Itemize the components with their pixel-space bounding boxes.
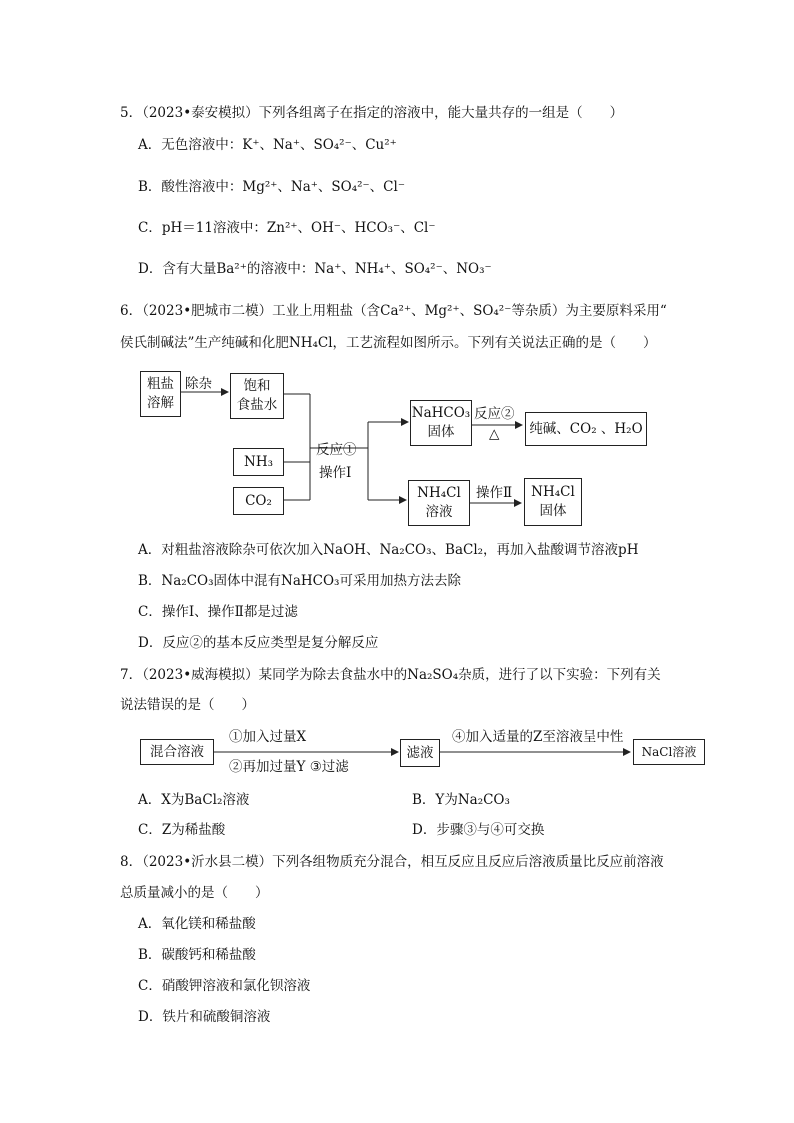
q5-option-c: C．pH＝11溶液中：Zn²⁺、OH⁻、HCO₃⁻、Cl⁻ bbox=[138, 220, 436, 236]
nahco3-solid-box: NaHCO₃ 固体 bbox=[410, 400, 472, 446]
q6-option-d: D．反应②的基本反应类型是复分解反应 bbox=[138, 635, 379, 651]
q6-option-c: C．操作Ⅰ、操作Ⅱ都是过滤 bbox=[138, 604, 298, 620]
nh4cl-solid-box: NH₄Cl 固体 bbox=[524, 478, 582, 526]
q7-option-c: C．Z为稀盐酸 bbox=[138, 822, 226, 838]
nh4cl-solution-box: NH₄Cl 溶液 bbox=[408, 480, 470, 526]
q8-option-a: A．氧化镁和稀盐酸 bbox=[138, 916, 256, 932]
reaction2-label: 反应② bbox=[474, 406, 515, 422]
saturated-brine-box: 饱和 食盐水 bbox=[230, 373, 284, 419]
q6-option-a: A．对粗盐溶液除杂可依次加入NaOH、Na₂CO₃、BaCl₂，再加入盐酸调节溶液pH bbox=[138, 542, 639, 558]
q5-option-d: D．含有大量Ba²⁺的溶液中：Na⁺、NH₄⁺、SO₄²⁻、NO₃⁻ bbox=[138, 261, 492, 277]
q8-option-c: C．硝酸钾溶液和氯化钡溶液 bbox=[138, 978, 311, 994]
operation2-label: 操作Ⅱ bbox=[476, 485, 513, 501]
crude-salt-box: 粗盐 溶解 bbox=[140, 371, 181, 417]
q7-stem-line2: 说法错误的是（ ） bbox=[120, 697, 255, 713]
q5-stem: 5．（2023•泰安模拟）下列各组离子在指定的溶液中，能大量共存的一组是（ ） bbox=[120, 105, 624, 121]
reaction1-label: 反应① bbox=[316, 442, 357, 458]
q8-stem-line2: 总质量减小的是（ ） bbox=[120, 885, 269, 901]
heat-symbol: △ bbox=[489, 426, 500, 442]
q6-option-b: B．Na₂CO₃固体中混有NaHCO₃可采用加热方法去除 bbox=[138, 573, 461, 589]
nh3-box: NH₃ bbox=[233, 448, 284, 476]
nacl-solution-box: NaCl溶液 bbox=[633, 739, 705, 765]
co2-box: CO₂ bbox=[233, 487, 284, 515]
q7-option-a: A．X为BaCl₂溶液 bbox=[138, 792, 250, 808]
step1-label: ①加入过量X bbox=[229, 729, 307, 745]
q8-stem-line1: 8．（2023•沂水县二模）下列各组物质充分混合，相互反应且反应后溶液质量比反应前溶液 bbox=[120, 854, 664, 870]
q7-option-b: B．Y为Na₂CO₃ bbox=[412, 792, 510, 808]
filtrate-box: 滤液 bbox=[400, 739, 440, 767]
step4-label: ④加入适量的Z至溶液呈中性 bbox=[452, 729, 624, 745]
q5-option-b: B．酸性溶液中：Mg²⁺、Na⁺、SO₄²⁻、Cl⁻ bbox=[138, 179, 405, 195]
q7-option-d: D．步骤③与④可交换 bbox=[412, 822, 545, 838]
remove-impurities-label: 除杂 bbox=[185, 376, 212, 392]
products-box: 纯碱、CO₂ 、H₂O bbox=[525, 412, 647, 446]
q8-option-d: D．铁片和硫酸铜溶液 bbox=[138, 1009, 271, 1025]
q6-stem-line2: 侯氏制碱法”生产纯碱和化肥NH₄Cl，工艺流程如图所示。下列有关说法正确的是（ ） bbox=[120, 335, 657, 351]
mixed-solution-box: 混合溶液 bbox=[140, 739, 214, 765]
step23-label: ②再加过量Y ③过滤 bbox=[229, 759, 349, 775]
operation1-label: 操作Ⅰ bbox=[319, 465, 352, 481]
q6-stem-line1: 6．（2023•肥城市二模）工业上用粗盐（含Ca²⁺、Mg²⁺、SO₄²⁻等杂质）为主要原料采用“ bbox=[120, 303, 667, 319]
q8-option-b: B．碳酸钙和稀盐酸 bbox=[138, 947, 256, 963]
q7-stem-line1: 7．（2023•威海模拟）某同学为除去食盐水中的Na₂SO₄杂质，进行了以下实验：下列有关 bbox=[120, 667, 661, 683]
q5-option-a: A．无色溶液中：K⁺、Na⁺、SO₄²⁻、Cu²⁺ bbox=[138, 137, 397, 153]
